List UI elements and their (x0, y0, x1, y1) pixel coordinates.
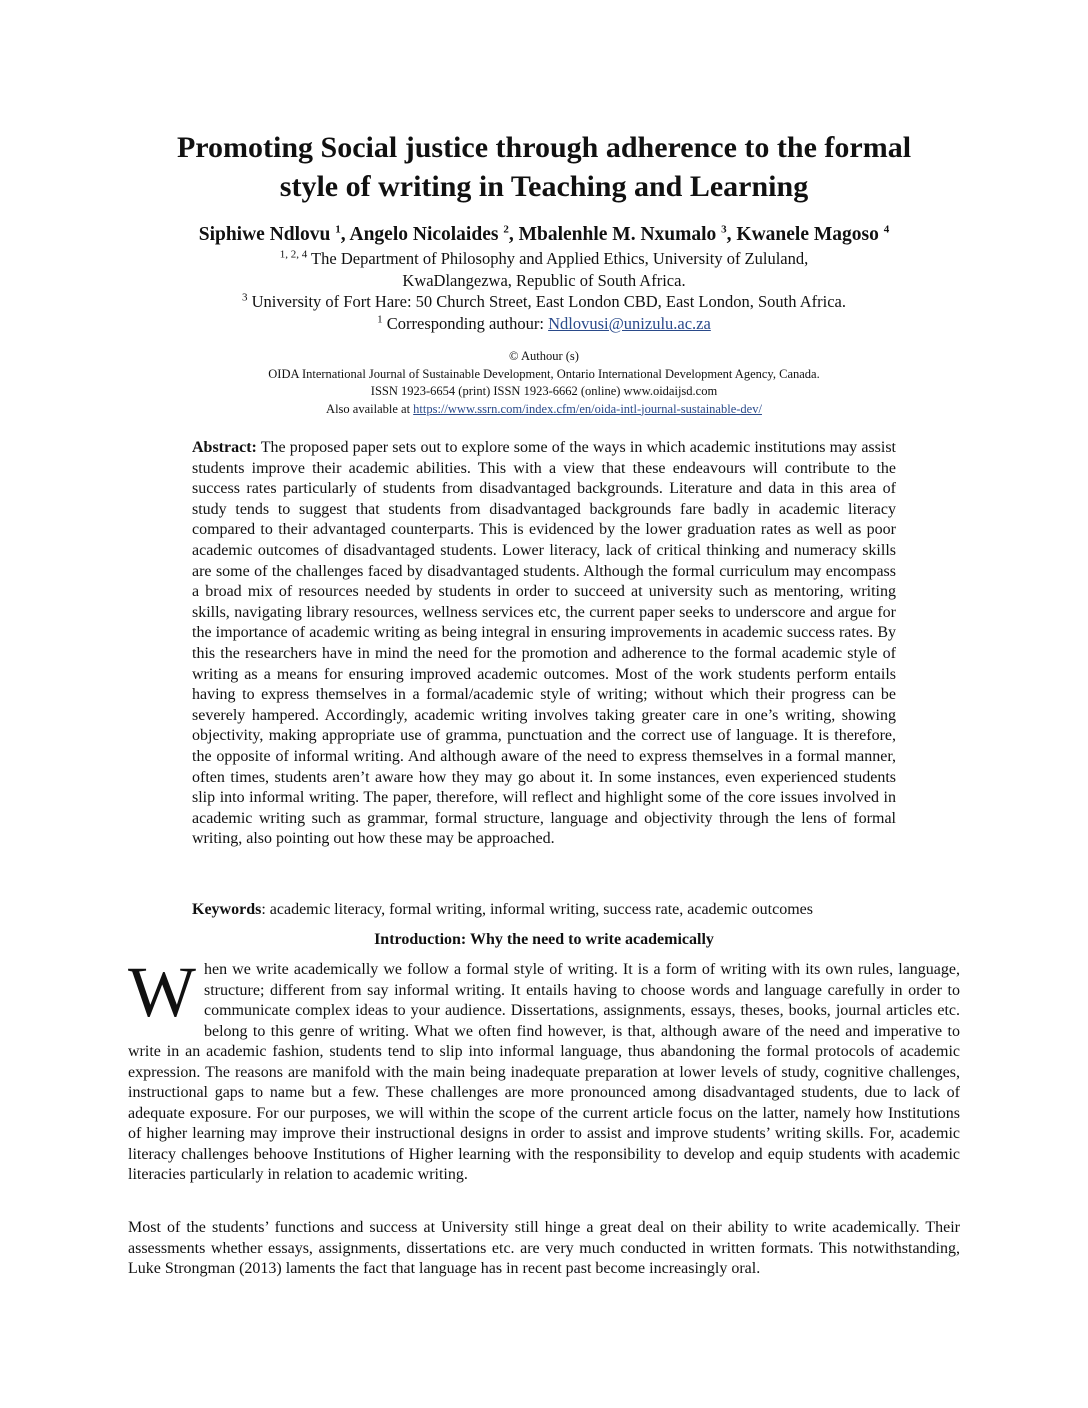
author-superscript: 1 (335, 223, 341, 236)
paper-title-line-1: Promoting Social justice through adherence to the formal (176, 131, 912, 164)
issn-line: ISSN 1923-6654 (print) ISSN 1923-6662 (online) www.oidaijsd.com (370, 384, 718, 398)
author-superscript: 3 (721, 223, 727, 236)
paper-title-line-2: style of writing in Teaching and Learning (279, 170, 809, 203)
corresponding-superscript: 1 (377, 313, 383, 325)
copyright-notice: © Authour (s) (509, 349, 579, 363)
affiliation-superscript: 1, 2, 4 (279, 248, 308, 261)
corresponding-label: Corresponding authour: (386, 313, 544, 333)
introduction-paragraph-2: Most of the students’ functions and success at University still hinge a great deal on their ability to write academically. Their assessments whether essays, assignments, dissertations etc. are very much conducted in written formats. This notwithstanding, Luke Strongman (2013) laments the fact that language has in recent past become increasingly oral. (128, 1219, 960, 1277)
affiliation-1-continued: KwaDlangezwa, Republic of South Africa. (402, 270, 686, 290)
affiliation-superscript: 3 (242, 291, 248, 304)
drop-cap: W (128, 952, 196, 1032)
keywords-text: : academic literacy, formal writing, informal writing, success rate, academic outcomes (261, 901, 813, 918)
introduction-paragraph-1-text: hen we write academically we follow a formal style of writing. It is a form of writing with its own rules, language, structure; different from say informal writing. It entails having to choose words and language carefully in order to communicate complex ideas to your audience. Dissertations, assignments, essays, theses, books, journal articles etc. belong to this genre of writing. What we often find however, is that, although aware of the need and imperative to write in an academic fashion, students tend to slip into informal language, thus abandoning the formal protocols of academic expression. The reasons are manifold with the main being inadequate preparation at lower levels of study, cognitive challenges, instructional gaps to name but a few. These challenges are more pronounced among disadvantaged students, due to lack of adequate exposure. For our purposes, we will within the scope of the current article focus on the latter, namely how Institutions of higher learning may improve their instructional designs in order to assist and improve students’ writing skills. For, academic literacy challenges behoove Institutions of Higher learning with the responsibility to develop and equip students with academic literacies particularly in relation to academic writing. (128, 961, 960, 1184)
affiliations (150, 248, 938, 334)
paper-title (100, 128, 988, 206)
author-name: Mbalenhle M. Nxumalo (518, 224, 717, 245)
author-name: Siphiwe Ndlovu (198, 224, 331, 245)
affiliation-2 (150, 291, 938, 313)
affiliation-text: University of Fort Hare: 50 Church Street, East London CBD, East London, South Africa. (251, 292, 846, 311)
author-superscript: 2 (503, 223, 509, 236)
abstract (192, 438, 896, 850)
also-available-label: Also available at (326, 401, 411, 416)
author-superscript: 4 (883, 223, 890, 236)
abstract-label: Abstract: (192, 439, 257, 456)
section-heading-introduction: Introduction: Why the need to write academically (374, 931, 714, 948)
journal-name: OIDA International Journal of Sustainable Development, Ontario International Development Agency, Canada. (268, 366, 820, 381)
author-name: Kwanele Magoso (736, 224, 879, 245)
also-available-line (150, 401, 938, 419)
author-list: Siphiwe Ndlovu $^1$, Angelo Nicolaides $^2$, Mbalenhle M. Nxumalo $^3$, Kwanele Magoso $^4$ (198, 223, 890, 245)
introduction-paragraph-1 (128, 952, 960, 1186)
keywords-label: Keywords (192, 901, 262, 918)
abstract-text: The proposed paper sets out to explore some of the ways in which academic institutions may assist students improve their academic abilities. This with a view that these endeavours will contribute to the success rates particularly of students from disadvantaged backgrounds. Literature and data in this area of study tends to suggest that students from disadvantaged backgrounds fare badly in academic literacy compared to their advantaged counterparts. This is evidenced by the lower graduation rates as well as poor academic outcomes of disadvantaged students. Lower literacy, lack of critical thinking and numeracy skills are some of the challenges faced by disadvantaged students. Although the formal curriculum may encompass a broad mix of resources needed by students in order to succeed at university such as mentoring, writing skills, navigating library resources, wellness services etc, the current paper seeks to underscore and argue for the importance of academic writing as being integral in ensuring improvements in academic success rates. By this the researchers have in mind the need for the promotion and adherence to the formal academic style of writing as a means for ensuring improved academic outcomes. Most of the work students perform entails having to express themselves in a formal/academic style of writing; without which their progress can be severely hampered. Accordingly, academic writing involves taking greater care in one’s writing, showing objectivity, making appropriate use of gramma, punctuation and the correct use of language. It is therefore, the opposite of informal writing. And although aware of the need to express themselves in a formal manner, often times, students aren’t aware how they may go about it. In some instances, even experienced students slip into informal writing. The paper, therefore, will reflect and highlight some of the core issues involved in academic writing such as grammar, formal structure, language and objectivity through the lens of formal writing, also pointing out how these may be approached. (192, 439, 896, 848)
corresponding-author (150, 313, 938, 335)
keywords (192, 900, 896, 920)
ssrn-link[interactable]: https://www.ssrn.com/index.cfm/en/oida-intl-journal-sustainable-dev/ (413, 401, 762, 416)
affiliation-text: The Department of Philosophy and Applied Ethics, University of Zululand, (311, 249, 809, 268)
affiliation-1 (150, 248, 938, 270)
author-name: Angelo Nicolaides (349, 224, 499, 245)
corresponding-email-link[interactable]: Ndlovusi@unizulu.ac.za (548, 313, 711, 333)
publication-info (150, 348, 938, 418)
